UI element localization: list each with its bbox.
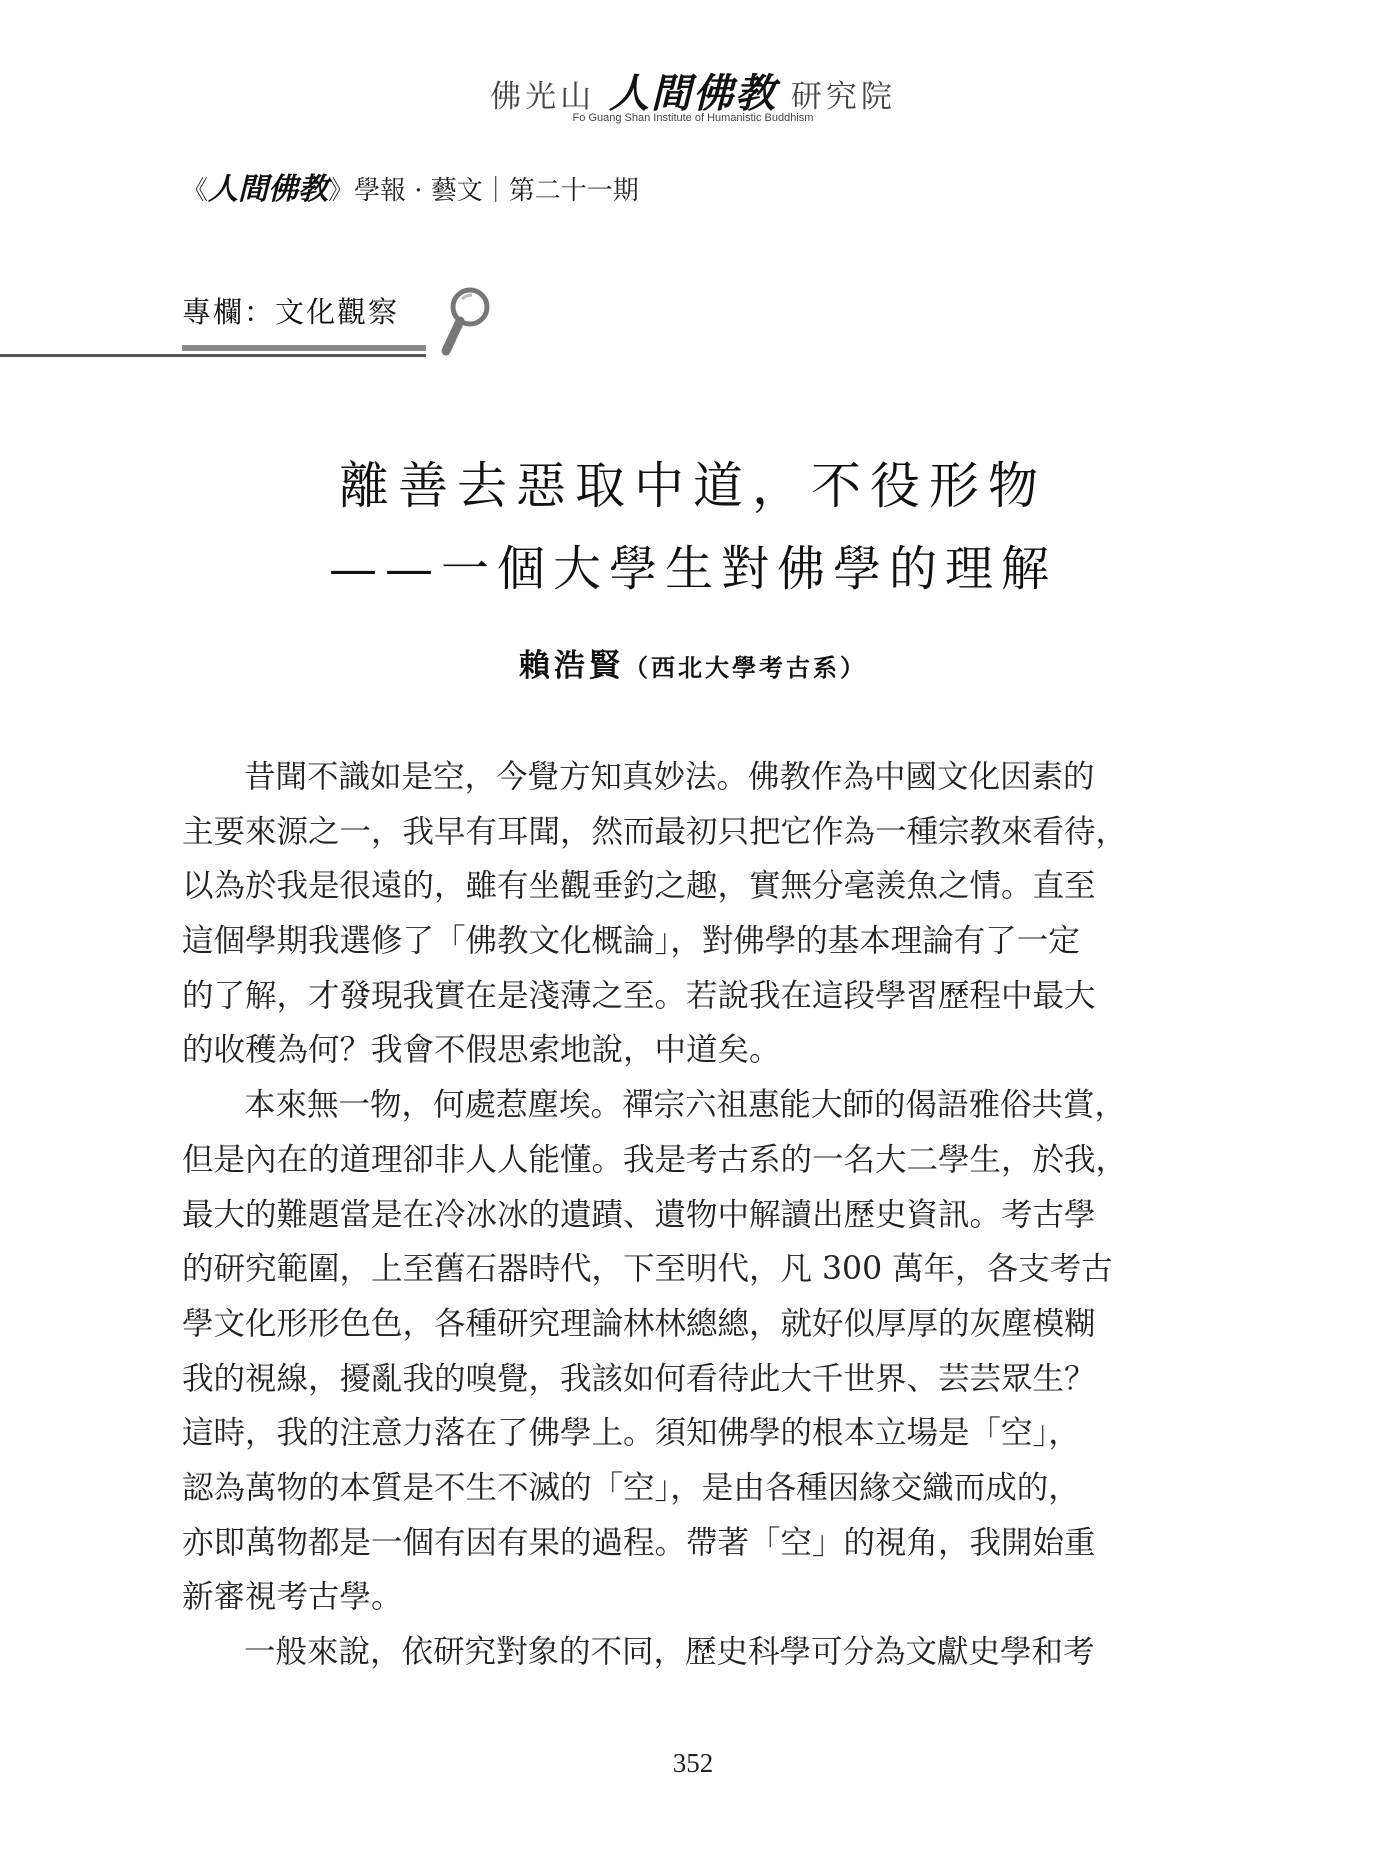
body-line: 學文化形形色色，各種研究理論林林總總，就好似厚厚的灰塵模糊 [182, 1305, 1096, 1342]
column-underline-bar [182, 345, 426, 351]
body-line: 這時，我的注意力落在了佛學上。須知佛學的根本立場是「空」， [182, 1415, 1080, 1452]
body-line: 但是內在的道理卻非人人能懂。我是考古系的一名大二學生，於我， [182, 1141, 1128, 1178]
author-name: 賴浩賢 [519, 648, 624, 684]
institute-name-post: 研究院 [790, 79, 896, 115]
institute-name-pre: 佛光山 [490, 79, 596, 115]
body-line: 的收穫為何？我會不假思索地說，中道矣。 [182, 1032, 781, 1069]
body-line: 認為萬物的本質是不生不滅的「空」，是由各種因緣交織而成的， [182, 1469, 1080, 1506]
article-subtitle: ——一個大學生對佛學的理解 [328, 541, 1057, 597]
body-line: 我的視線，擾亂我的嗅覺，我該如何看待此大千世界、芸芸眾生？ [182, 1360, 1096, 1397]
journal-open-bracket: 《 [182, 176, 209, 206]
journal-brand: 人間佛教 [208, 172, 329, 207]
institute-english-name: Fo Guang Shan Institute of Humanistic Buddhism [572, 112, 814, 124]
author-affiliation: （西北大學考古系） [624, 653, 867, 682]
institute-brand: 人間佛教 [609, 70, 777, 117]
column-divider-line [0, 354, 426, 357]
column-label: 專欄：文化觀察 [182, 295, 400, 329]
body-line: 新審視考古學。 [182, 1579, 403, 1616]
author-line [0, 640, 1386, 685]
body-line: 主要來源之一，我早有耳聞，然而最初只把它作為一種宗教來看待， [182, 813, 1128, 850]
body-line: 本來無一物，何處惹塵埃。禪宗六祖惠能大師的偈語雅俗共賞， [244, 1087, 1127, 1124]
journal-running-head [182, 164, 639, 208]
page-number: 352 [672, 1748, 714, 1778]
column-heading [182, 290, 399, 331]
article-body [182, 750, 1182, 1680]
magnifier-icon [438, 285, 494, 357]
journal-issue: 》學報 · 藝文｜第二十一期 [328, 176, 639, 206]
article-title: 離善去惡取中道，不役形物 [339, 457, 1047, 515]
body-line: 一般來說，依研究對象的不同，歷史科學可分為文獻史學和考 [244, 1634, 1095, 1670]
body-line: 的了解，才發現我實在是淺薄之至。若說我在這段學習歷程中最大 [182, 977, 1096, 1014]
body-line: 最大的難題當是在冷冰冰的遺蹟、遺物中解讀出歷史資訊。考古學 [182, 1196, 1096, 1233]
body-line: 昔聞不識如是空，今覺方知真妙法。佛教作為中國文化因素的 [244, 759, 1095, 795]
institute-logo [0, 62, 1386, 119]
body-line: 亦即萬物都是一個有因有果的過程。帶著「空」的視角，我開始重 [182, 1524, 1096, 1561]
body-line: 的研究範圍，上至舊石器時代，下至明代，凡 300 萬年，各支考古 [182, 1251, 1113, 1288]
body-line: 以為於我是很遠的，雖有坐觀垂釣之趣，實無分毫羨魚之情。直至 [182, 868, 1096, 905]
body-line: 這個學期我選修了「佛教文化概論」，對佛學的基本理論有了一定 [182, 923, 1080, 960]
